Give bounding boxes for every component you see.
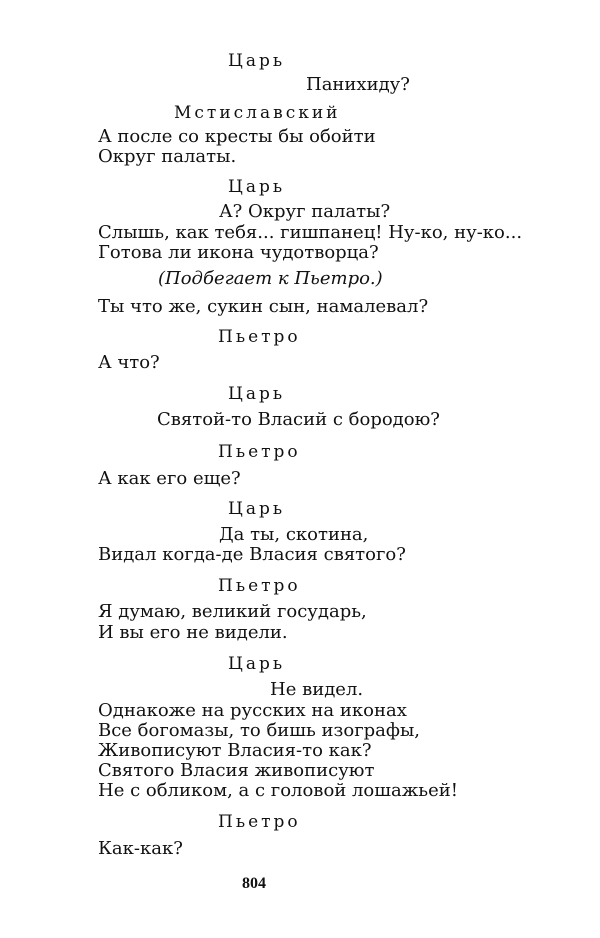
verse-line: А? Округ палаты? xyxy=(219,201,391,222)
verse-line: Все богомазы, то бишь изографы, xyxy=(98,720,421,741)
verse-line: Ты что же, сукин сын, намалевал? xyxy=(98,296,429,317)
verse-line: А после со кресты бы обойти xyxy=(98,126,376,147)
verse-line: Слышь, как тебя... гишпанец! Ну-ко, ну-ко... xyxy=(98,222,523,243)
verse-line: Не видел. xyxy=(270,679,364,700)
speaker-name: Пьетро xyxy=(218,327,301,347)
speaker-name: Царь xyxy=(228,51,286,71)
verse-line: Святой-то Власий с бородою? xyxy=(157,409,440,430)
verse-line: И вы его не видели. xyxy=(98,622,288,643)
verse-line: Живописуют Власия-то как? xyxy=(98,740,372,761)
speaker-name: Царь xyxy=(228,177,286,197)
verse-line: Панихиду? xyxy=(306,74,410,95)
verse-line: Однакоже на русских на иконах xyxy=(98,700,407,721)
verse-line: Я думаю, великий государь, xyxy=(98,601,367,622)
speaker-name: Царь xyxy=(228,499,286,519)
speaker-name: Пьетро xyxy=(218,442,301,462)
verse-line: Видал когда-де Власия святого? xyxy=(98,544,406,565)
speaker-name: Мстиславский xyxy=(174,103,341,123)
verse-line: Округ палаты. xyxy=(98,146,237,167)
page-number: 804 xyxy=(242,875,266,892)
stage-direction: (Подбегает к Пьетро.) xyxy=(158,268,383,289)
verse-line: Не с обликом, а с головой лошажьей! xyxy=(98,780,458,801)
verse-line: А как его еще? xyxy=(98,468,241,489)
verse-line: Святого Власия живописуют xyxy=(98,760,375,781)
speaker-name: Царь xyxy=(228,384,286,404)
verse-line: А что? xyxy=(98,352,160,373)
speaker-name: Царь xyxy=(228,654,286,674)
verse-line: Готова ли икона чудотворца? xyxy=(98,242,379,263)
speaker-name: Пьетро xyxy=(218,812,301,832)
speaker-name: Пьетро xyxy=(218,576,301,596)
verse-line: Да ты, скотина, xyxy=(219,524,369,545)
verse-line: Как-как? xyxy=(98,838,183,859)
